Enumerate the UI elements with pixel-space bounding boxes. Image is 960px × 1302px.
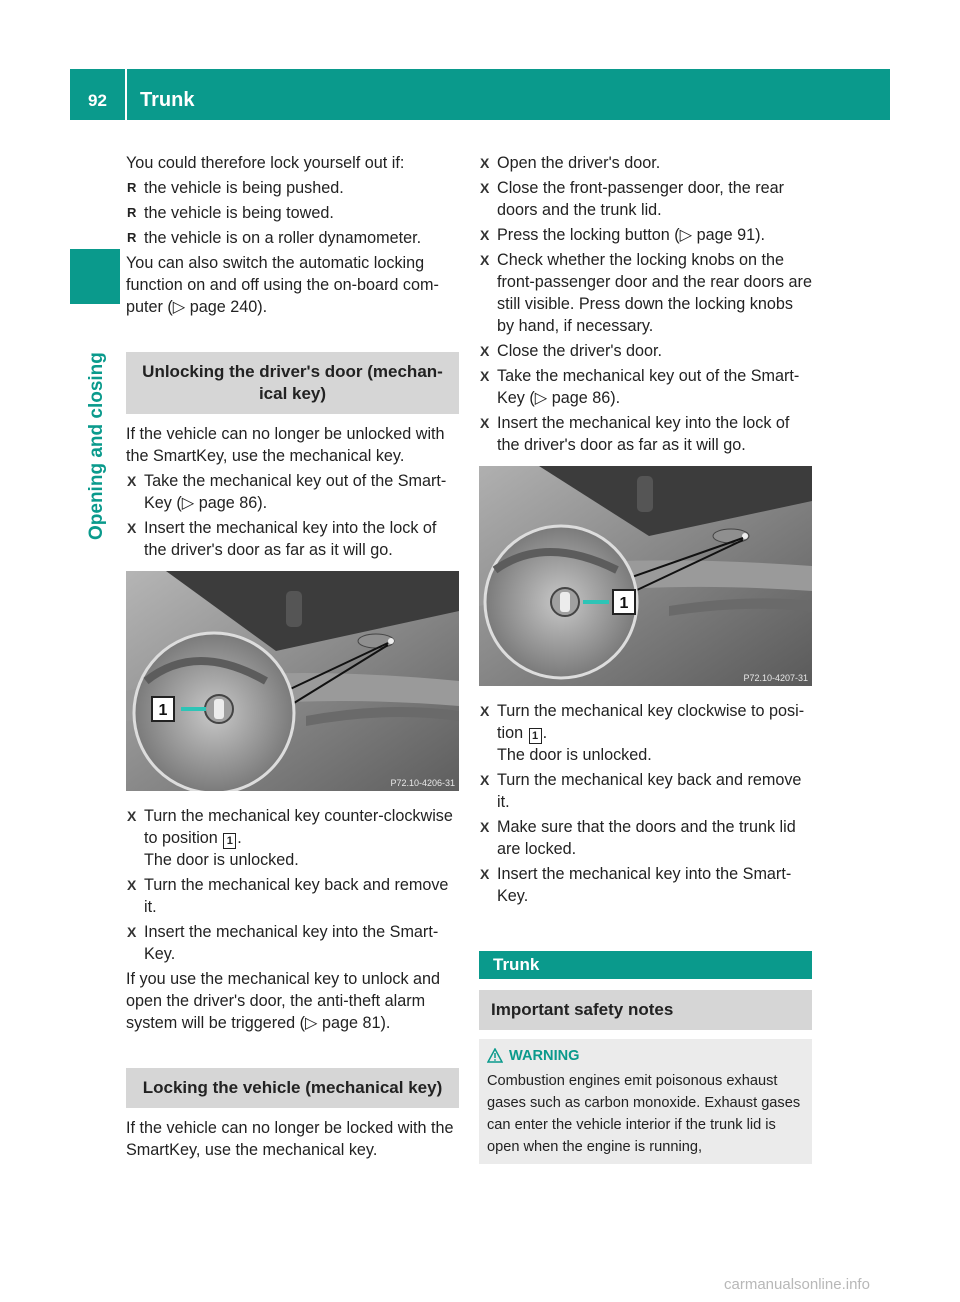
step-result: The door is unlocked. bbox=[144, 851, 299, 869]
figure-position-label: 1 bbox=[619, 595, 629, 612]
page-reference-link[interactable]: (▷ page 81). bbox=[299, 1014, 391, 1032]
step-marker-icon: X bbox=[127, 473, 137, 489]
step-marker-icon: X bbox=[127, 520, 137, 536]
step-marker-icon: X bbox=[127, 877, 137, 893]
step-item: X Take the mechanical key out of the Smart-Key (▷ page 86). bbox=[480, 367, 800, 407]
header-divider bbox=[125, 69, 127, 120]
step-marker-icon: X bbox=[480, 155, 490, 171]
reference-arrow-icon: (▷ bbox=[529, 389, 548, 407]
figure-position-label: 1 bbox=[158, 702, 168, 719]
step-marker-icon: X bbox=[480, 772, 490, 788]
list-item: R the vehicle is on a roller dynamometer. bbox=[127, 229, 422, 247]
figure-code: P72.10-4206-31 bbox=[390, 778, 455, 788]
section-heading-trunk: Trunk bbox=[479, 951, 812, 979]
left-column bbox=[126, 152, 459, 1164]
warning-box bbox=[479, 1039, 812, 1164]
reference-arrow-icon: (▷ bbox=[176, 494, 195, 512]
step-marker-icon: X bbox=[480, 819, 490, 835]
figure-door-lock-left bbox=[126, 571, 459, 791]
chapter-label: Opening and closing bbox=[86, 352, 107, 540]
page-title: Trunk bbox=[140, 89, 195, 111]
step-item: X Insert the mechanical key into the Smart-Key. bbox=[127, 923, 439, 963]
position-marker: 1 bbox=[223, 833, 236, 849]
auto-lock-text: You can also switch the automatic locking function on and off using the on-board com-puter (▷ page 240). bbox=[126, 254, 439, 316]
page-reference-link[interactable]: (▷ page 86). bbox=[176, 494, 268, 512]
step-marker-icon: X bbox=[480, 415, 490, 431]
step-item: X Make sure that the doors and the trunk lid are locked. bbox=[480, 818, 796, 858]
warning-text: Combustion engines emit poisonous exhaust gases such as carbon monoxide. Exhaust gases can enter the vehicle interior if the trunk lid is open when the engine is running, bbox=[487, 1073, 801, 1155]
step-marker-icon: X bbox=[480, 180, 490, 196]
figure-door-lock-right bbox=[479, 466, 812, 686]
warning-triangle-icon bbox=[487, 1048, 503, 1070]
bullet-marker: R bbox=[127, 230, 137, 245]
step-marker-icon: X bbox=[127, 924, 137, 940]
figure-code: P72.10-4207-31 bbox=[743, 673, 808, 683]
step-item: X Close the driver's door. bbox=[480, 342, 663, 360]
step-marker-icon: X bbox=[480, 343, 490, 359]
step-item: X Insert the mechanical key into the lock of the driver's door as far as it will go. bbox=[127, 519, 437, 559]
step-marker-icon: X bbox=[480, 866, 490, 882]
step-marker-icon: X bbox=[480, 227, 490, 243]
step-item: X Take the mechanical key out of the Smart-Key (▷ page 86). bbox=[127, 472, 447, 512]
right-column bbox=[479, 152, 812, 1164]
step-item: X Close the front-passenger door, the rear doors and the trunk lid. bbox=[480, 179, 785, 219]
step-item: X Turn the mechanical key back and remove it. bbox=[480, 771, 802, 811]
step-result: The door is unlocked. bbox=[497, 746, 652, 764]
page-number: 92 bbox=[88, 91, 107, 110]
step-marker-icon: X bbox=[480, 252, 490, 268]
bullet-marker: R bbox=[127, 180, 137, 195]
unlock-intro: If the vehicle can no longer be unlocked with the SmartKey, use the mechanical key. bbox=[126, 425, 445, 465]
section-heading-locking: Locking the vehicle (mechanical key) bbox=[126, 1068, 459, 1108]
intro-text: You could therefore lock yourself out if: bbox=[126, 154, 405, 172]
list-item: R the vehicle is being towed. bbox=[127, 204, 334, 222]
step-marker-icon: X bbox=[127, 808, 137, 824]
page-header bbox=[70, 69, 890, 120]
step-item: X Open the driver's door. bbox=[480, 154, 661, 172]
bullet-marker: R bbox=[127, 205, 137, 220]
section-heading-unlocking: Unlocking the driver's door (mechan-ical key) bbox=[126, 352, 459, 414]
chapter-tab bbox=[70, 249, 120, 304]
warning-heading: WARNING bbox=[487, 1045, 804, 1070]
step-item: X Check whether the locking knobs on the front-passenger door and the rear doors are still visible. Press down the locking knobs by hand, if necessary. bbox=[480, 251, 812, 335]
lock-intro: If the vehicle can no longer be locked with the SmartKey, use the mechanical key. bbox=[126, 1119, 454, 1159]
page-reference-link[interactable]: (▷ page 86). bbox=[529, 389, 621, 407]
page-reference-link[interactable]: (▷ page 91). bbox=[674, 226, 766, 244]
step-item: X Turn the mechanical key back and remove it. bbox=[127, 876, 449, 916]
subsection-heading-safety: Important safety notes bbox=[479, 990, 812, 1030]
watermark: carmanualsonline.info bbox=[724, 1276, 870, 1293]
step-item: X Press the locking button (▷ page 91). bbox=[480, 226, 766, 244]
list-item: R the vehicle is being pushed. bbox=[127, 179, 344, 197]
step-marker-icon: X bbox=[480, 368, 490, 384]
step-item: X Turn the mechanical key clockwise to posi-tion 1 . The door is unlocked. bbox=[479, 700, 812, 766]
reference-arrow-icon: (▷ bbox=[167, 298, 186, 316]
reference-arrow-icon: (▷ bbox=[674, 226, 693, 244]
reference-arrow-icon: (▷ bbox=[299, 1014, 318, 1032]
step-item: X Insert the mechanical key into the Smart-Key. bbox=[480, 865, 792, 905]
alarm-note: If you use the mechanical key to unlock and open the driver's door, the anti-theft alarm system will be triggered (▷ page 81). bbox=[126, 970, 441, 1032]
step-marker-icon: X bbox=[480, 703, 490, 719]
page-reference-link[interactable]: (▷ page 240). bbox=[167, 298, 268, 316]
step-item: X Turn the mechanical key counter-clockwise to position 1 . The door is unlocked. bbox=[126, 805, 459, 871]
step-item: X Insert the mechanical key into the lock of the driver's door as far as it will go. bbox=[480, 414, 790, 454]
position-marker: 1 bbox=[529, 728, 542, 744]
